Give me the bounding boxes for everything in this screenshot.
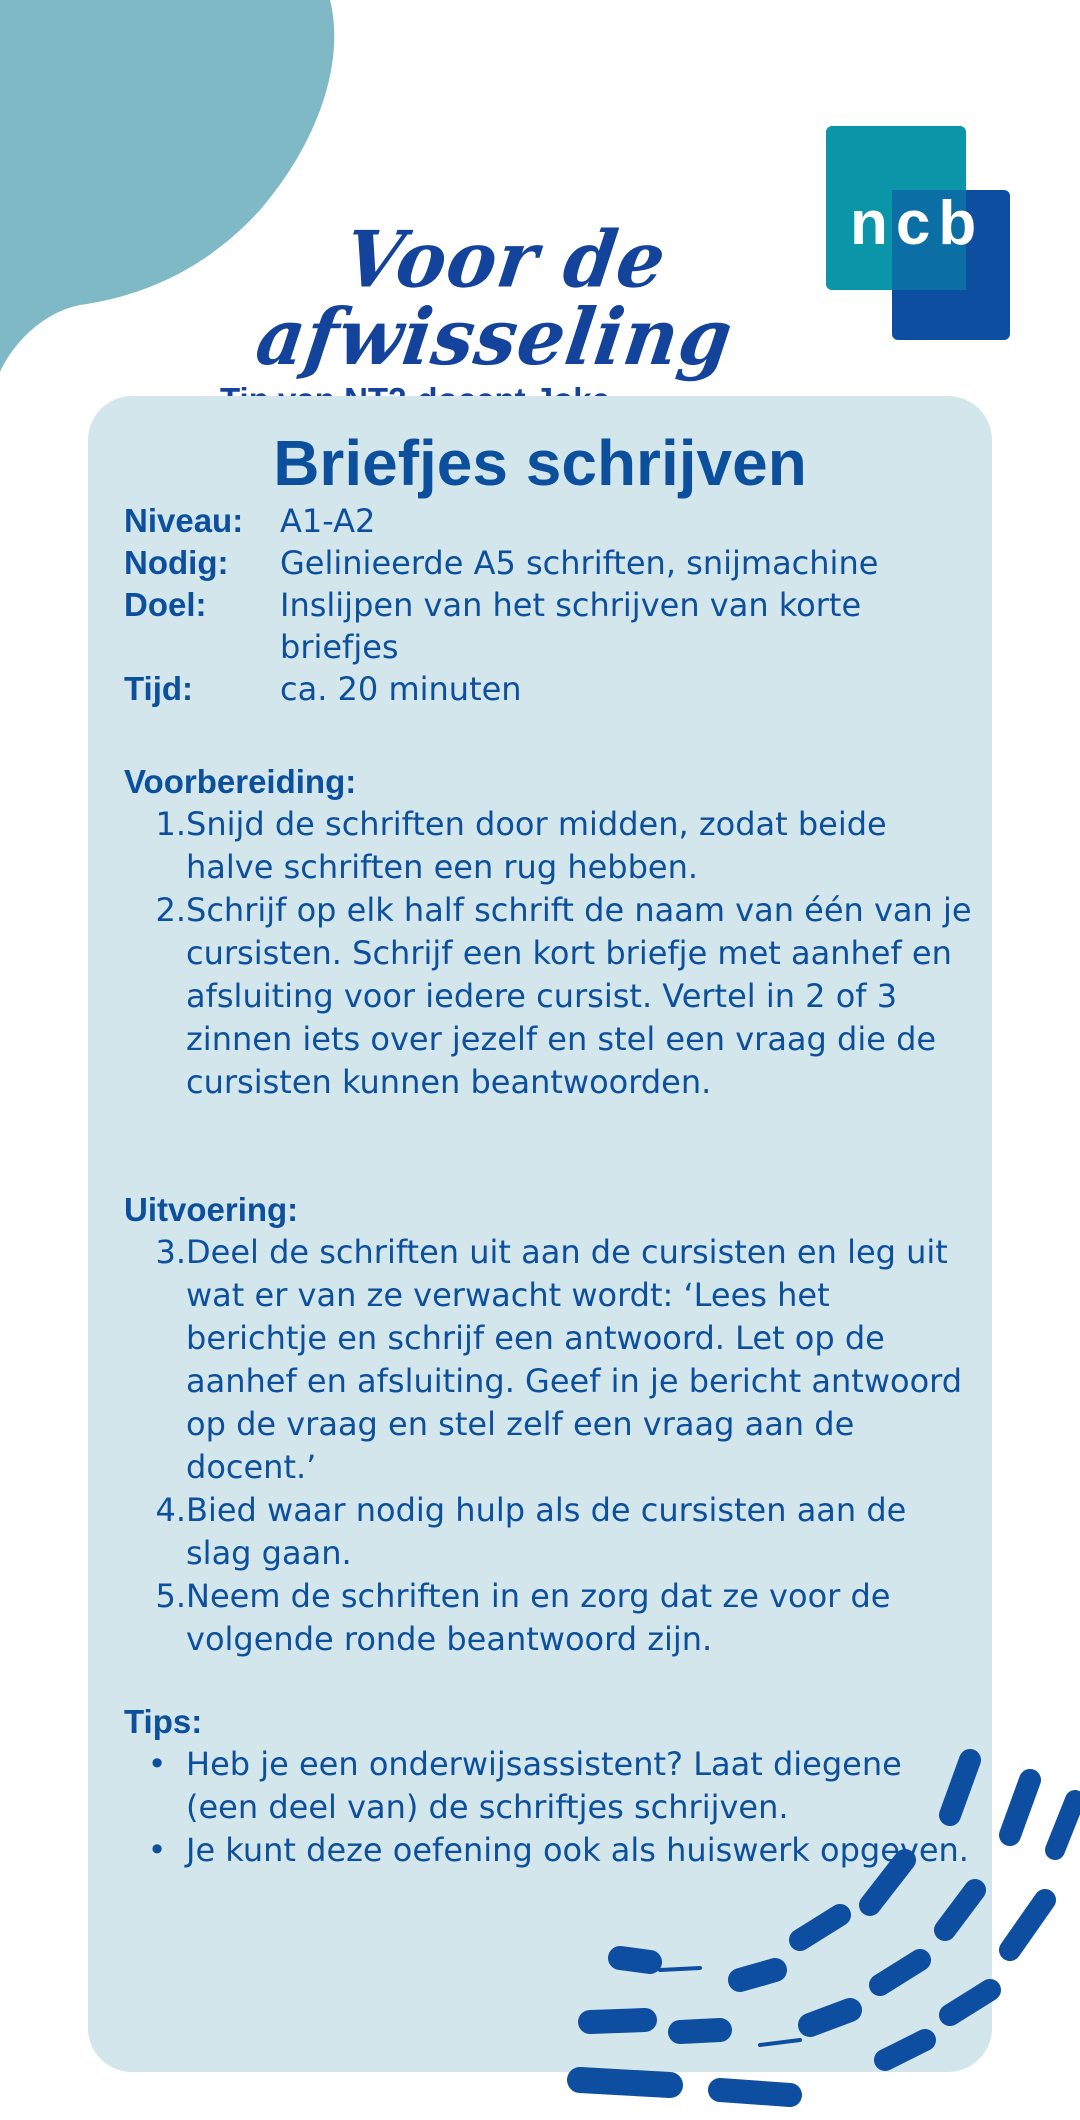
- item-number: 5.: [155, 1577, 186, 1615]
- section-heading: Voorbereiding:: [124, 763, 357, 800]
- meta-row-niveau: [124, 500, 974, 542]
- bullet: •: [147, 1831, 167, 1869]
- item-text: Je kunt deze oefening ook als huiswerk opgeven.: [186, 1831, 969, 1869]
- header-title: Voor de afwisseling: [250, 215, 739, 383]
- list-item: [124, 889, 974, 1104]
- item-number: 2.: [155, 891, 186, 929]
- meta-label: Niveau:: [124, 502, 244, 539]
- decorative-brush-strokes: [560, 1740, 1080, 2120]
- meta-value: Inslijpen van het schrijven van korte briefjes: [280, 586, 862, 666]
- item-number: 3.: [155, 1233, 186, 1271]
- item-text: Neem de schriften in en zorg dat ze voor de volgende ronde beantwoord zijn.: [186, 1577, 891, 1658]
- meta-row-nodig: [124, 542, 974, 584]
- logo-text: ncb: [850, 189, 985, 258]
- ncb-logo: [822, 118, 1012, 346]
- list-item: [124, 1575, 974, 1661]
- list-item: [124, 1489, 974, 1575]
- item-number: 4.: [155, 1491, 186, 1529]
- section-voorbereiding: [124, 760, 974, 1104]
- item-number: 1.: [155, 805, 186, 843]
- meta-table: [124, 500, 974, 710]
- header: [200, 215, 800, 419]
- item-text: Bied waar nodig hulp als de cursisten aan de slag gaan.: [186, 1491, 907, 1572]
- card-title: Briefjes schrijven: [273, 427, 807, 499]
- section-uitvoering: [124, 1188, 974, 1661]
- list-item: [124, 803, 974, 889]
- item-text: Snijd de schriften door midden, zodat beide halve schriften een rug hebben.: [186, 805, 887, 886]
- meta-row-tijd: [124, 668, 974, 710]
- meta-value: Gelinieerde A5 schriften, snijmachine: [280, 544, 879, 582]
- meta-label: Doel:: [124, 586, 207, 623]
- bullet: •: [147, 1745, 167, 1783]
- section-heading: Tips:: [124, 1703, 203, 1740]
- meta-value: A1-A2: [280, 502, 376, 540]
- meta-row-doel: [124, 584, 974, 668]
- meta-label: Tijd:: [124, 670, 194, 707]
- meta-value: ca. 20 minuten: [280, 670, 522, 708]
- section-heading: Uitvoering:: [124, 1191, 299, 1228]
- item-text: Deel de schriften uit aan de cursisten en leg uit wat er van ze verwacht wordt: ‘Lees het berichtje en schrijf een antwoord. Let op de aanhef en afsluiting. Geef in je bericht antwoord op de vraag en stel zelf een vraag aan de docent.’: [186, 1233, 963, 1486]
- item-text: Heb je een onderwijsassistent? Laat diegene (een deel van) de schriftjes schrijven.: [186, 1745, 902, 1826]
- item-text: Schrijf op elk half schrift de naam van één van je cursisten. Schrijf een kort briefje met aanhef en afsluiting voor iedere cursist. Vertel in 2 of 3 zinnen iets over jezelf en stel een vraag die de cursisten kunnen beantwoorden.: [186, 891, 972, 1101]
- list-item: [124, 1231, 974, 1489]
- meta-label: Nodig:: [124, 544, 229, 581]
